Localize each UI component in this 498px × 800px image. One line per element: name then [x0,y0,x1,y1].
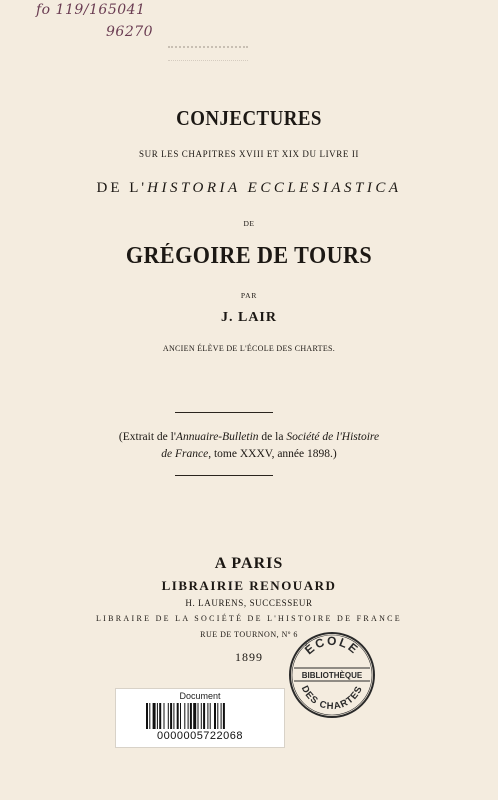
stamp-middle-text: BIBLIOTHÈQUE [301,671,363,680]
svg-text:ÉCOLE [301,634,362,657]
imprint-successor: H. LAURENS, SUCCESSEUR [185,598,313,608]
barcode-bar [146,703,148,729]
imprint-city: A PARIS [214,555,284,572]
barcode-bars [146,703,256,729]
barcode-title: Document [179,691,221,701]
barcode-bar [188,703,189,729]
barcode-bar [157,703,158,729]
barcode-bar [177,703,179,729]
barcode-bar [153,703,156,729]
library-stamp [288,631,376,719]
barcode-bar [210,703,211,729]
barcode-bar [149,703,150,729]
title-work-italic: HISTORIA ECCLESIASTICA [147,180,402,196]
byline-par: PAR [240,291,258,300]
imprint-address: RUE DE TOURNON, Nº 6 [200,630,298,639]
stamp-top-text: ÉCOLE [302,633,362,658]
barcode-bar [214,703,216,729]
barcode-bar [170,703,172,729]
title-work [0,180,498,197]
faint-stamp-mark [168,46,248,61]
handwritten-number: 96270 [106,24,154,40]
byline-qualification: ANCIEN ÉLÈVE DE L'ÉCOLE DES CHARTES. [162,344,336,353]
title-main: CONJECTURES [176,106,322,130]
imprint-year: 1899 [235,650,263,664]
barcode-bar [164,703,165,729]
byline-author: J. LAIR [220,310,277,325]
barcode-bar [159,703,161,729]
title-subtitle: SUR LES CHAPITRES XVIII ET XIX DU LIVRE II [138,149,360,159]
barcode-bar [190,703,192,729]
barcode-bar [223,703,225,729]
barcode-label [115,688,285,748]
extract-line-2: de France, tome XXXV, année 1898.) [161,448,337,460]
imprint-publisher: LIBRAIRIE RENOUARD [161,578,337,593]
barcode-bar [198,703,199,729]
barcode-bar [203,703,205,729]
barcode-bar [168,703,169,729]
extract-line-1: (Extrait de l'Annuaire-Bulletin de la Société de l'Histoire [118,431,380,443]
title-work-prefix: DE L' [96,180,148,196]
title-subject: GRÉGOIRE DE TOURS [125,243,373,269]
barcode-number: 0000005722068 [156,730,244,742]
handwritten-shelfmark: fo 119/165041 [36,2,146,18]
stamp-bottom-text: DES CHARTES [298,683,366,713]
rule-bottom [175,475,273,476]
barcode-bar [201,703,202,729]
rule-top [175,412,273,413]
barcode-bar [184,703,185,729]
barcode-bar [193,703,196,729]
imprint-libraire: LIBRAIRE DE LA SOCIÉTÉ DE L'HISTOIRE DE FRANCE [96,614,402,623]
barcode-bar [221,703,222,729]
barcode-bar [173,703,174,729]
title-de: DE [243,219,255,228]
barcode-bar [207,703,208,729]
barcode-bar [180,703,181,729]
barcode-bar [217,703,218,729]
